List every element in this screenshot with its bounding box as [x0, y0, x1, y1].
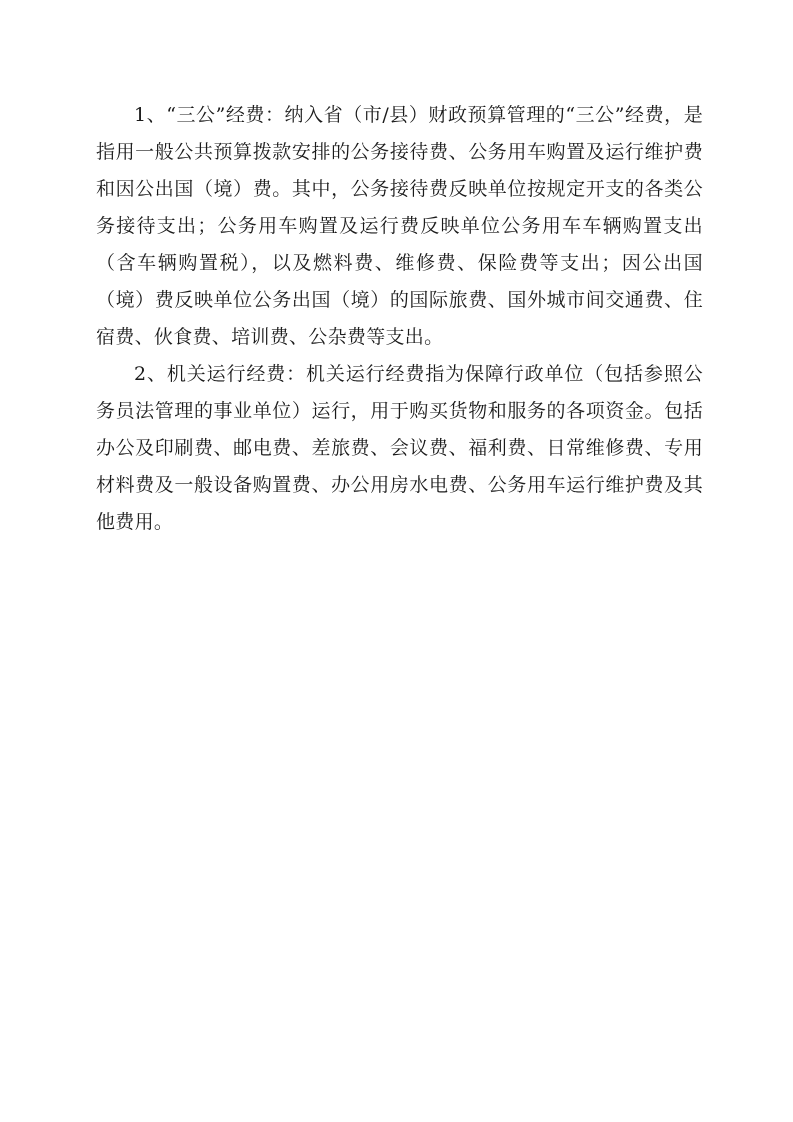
- paragraph-agency-operating-funds: 2、机关运行经费：机关运行经费指为保障行政单位（包括参照公务员法管理的事业单位）运行，用于购买货物和服务的各项资金。包括办公及印刷费、邮电费、差旅费、会议费、福利费、日常维修费、专用材料费及一般设备购置费、办公用房水电费、公务用车运行维护费及其他费用。: [96, 363, 703, 533]
- text-block: [96, 97, 703, 541]
- paragraph-sangong-funds: 1、“三公”经费：纳入省（市/县）财政预算管理的“三公”经费，是指用一般公共预算拨款安排的公务接待费、公务用车购置及运行维护费和因公出国（境）费。其中，公务接待费反映单位按规定开支的各类公务接待支出；公务用车购置及运行费反映单位公务用车车辆购置支出（含车辆购置税），以及燃料费、维修费、保险费等支出；因公出国（境）费反映单位公务出国（境）的国际旅费、国外城市间交通费、住宿费、伙食费、培训费、公杂费等支出。: [96, 104, 703, 348]
